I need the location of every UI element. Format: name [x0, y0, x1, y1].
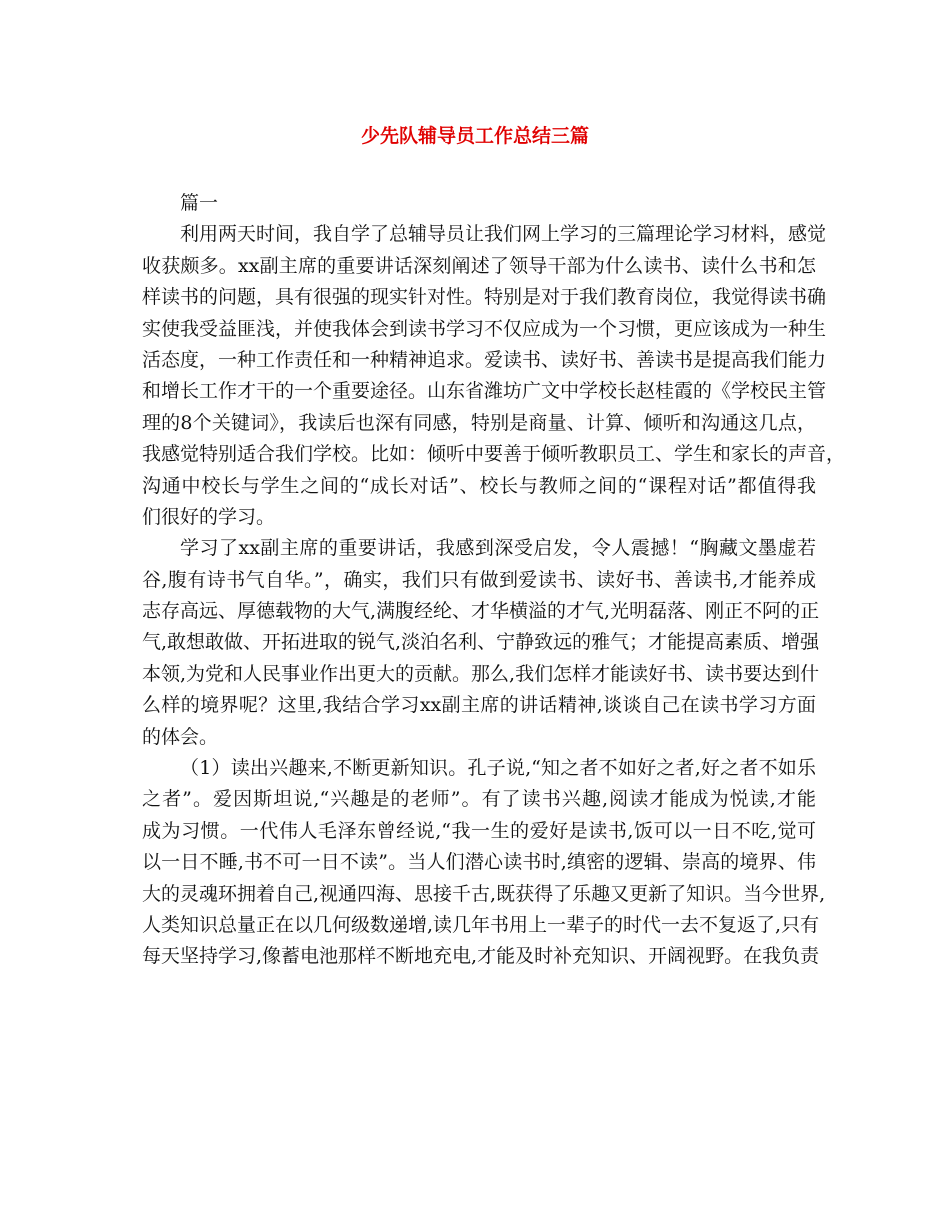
paragraph-1 — [142, 219, 846, 533]
paragraph-line: 收获颇多。xx副主席的重要讲话深刻阐述了领导干部为什么读书、读什么书和怎 — [142, 254, 816, 277]
paragraph-line: 人类知识总量正在以几何级数递增,读几年书用上一辈子的时代一去不复返了,只有 — [142, 913, 820, 936]
paragraph-line: 沟通中校长与学生之间的“成长对话”、校长与教师之间的“课程对话”都值得我 — [142, 474, 816, 497]
paragraph-line: 我感觉特别适合我们学校。比如：倾听中要善于倾听教职员工、学生和家长的声音， — [142, 443, 846, 466]
paragraph-line: 和增长工作才干的一个重要途径。山东省潍坊广文中学校长赵桂霞的《学校民主管 — [142, 380, 827, 403]
paragraph-line: 学习了xx副主席的重要讲话，我感到深受启发，令人震撼！“胸藏文墨虚若 — [180, 537, 816, 560]
paragraph-line: （1）读出兴趣来,不断更新知识。孔子说,“知之者不如好之者,好之者不如乐 — [180, 757, 816, 780]
paragraph-line: 每天坚持学习,像蓄电池那样不断地充电,才能及时补充知识、开阔视野。在我负责 — [142, 945, 820, 968]
paragraph-line: 理的8个关键词》，我读后也深有同感，特别是商量、计算、倾听和沟通这几点， — [142, 411, 816, 434]
paragraph-line: 实使我受益匪浅，并使我体会到读书学习不仅应成为一个习惯，更应该成为一种生 — [142, 317, 827, 340]
paragraph-line: 活态度，一种工作责任和一种精神追求。爱读书、读好书、善读书是提高我们能力 — [142, 348, 827, 371]
paragraph-line: 利用两天时间，我自学了总辅导员让我们网上学习的三篇理论学习材料，感觉 — [180, 223, 827, 246]
section-heading — [142, 188, 816, 219]
paragraph-line: 之者”。爱因斯坦说,“兴趣是的老师”。有了读书兴趣,阅读才能成为悦读,才能 — [142, 788, 816, 811]
paragraph-line: 大的灵魂环拥着自己,视通四海、思接千古,既获得了乐趣又更新了知识。当今世界, — [142, 882, 826, 905]
paragraph-3 — [142, 753, 826, 973]
paragraph-2 — [142, 533, 820, 753]
paragraph-line: 气,敢想敢做、开拓进取的锐气,淡泊名利、宁静致远的雅气；才能提高素质、增强 — [142, 631, 820, 654]
paragraph-line: 本领,为党和人民事业作出更大的贡献。那么,我们怎样才能读好书、读书要达到什 — [142, 662, 820, 685]
paragraph-line: 谷,腹有诗书气自华。”，确实，我们只有做到爱读书、读好书、善读书,才能养成 — [142, 568, 816, 591]
paragraph-line: 以一日不睡,书不可一日不读”。当人们潜心读书时,缜密的逻辑、崇高的境界、伟 — [142, 851, 816, 874]
paragraph-line: 样读书的问题，具有很强的现实针对性。特别是对于我们教育岗位，我觉得读书确 — [142, 286, 827, 309]
paragraph-line: 志存高远、厚德载物的大气,满腹经纶、才华横溢的才气,光明磊落、刚正不阿的正 — [142, 600, 820, 623]
section-heading-text: 篇一 — [180, 192, 219, 214]
paragraph-line: 们很好的学习。 — [142, 505, 276, 528]
paragraph-line: 么样的境界呢？这里,我结合学习xx副主席的讲话精神,谈谈自己在读书学习方面 — [142, 694, 816, 717]
paragraph-line: 成为习惯。一代伟人毛泽东曾经说,“我一生的爱好是读书,饭可以一日不吃,觉可 — [142, 819, 816, 842]
paragraph-line: 的体会。 — [142, 725, 219, 748]
document-title: 少先队辅导员工作总结三篇 — [360, 125, 589, 147]
document-body — [142, 188, 846, 973]
